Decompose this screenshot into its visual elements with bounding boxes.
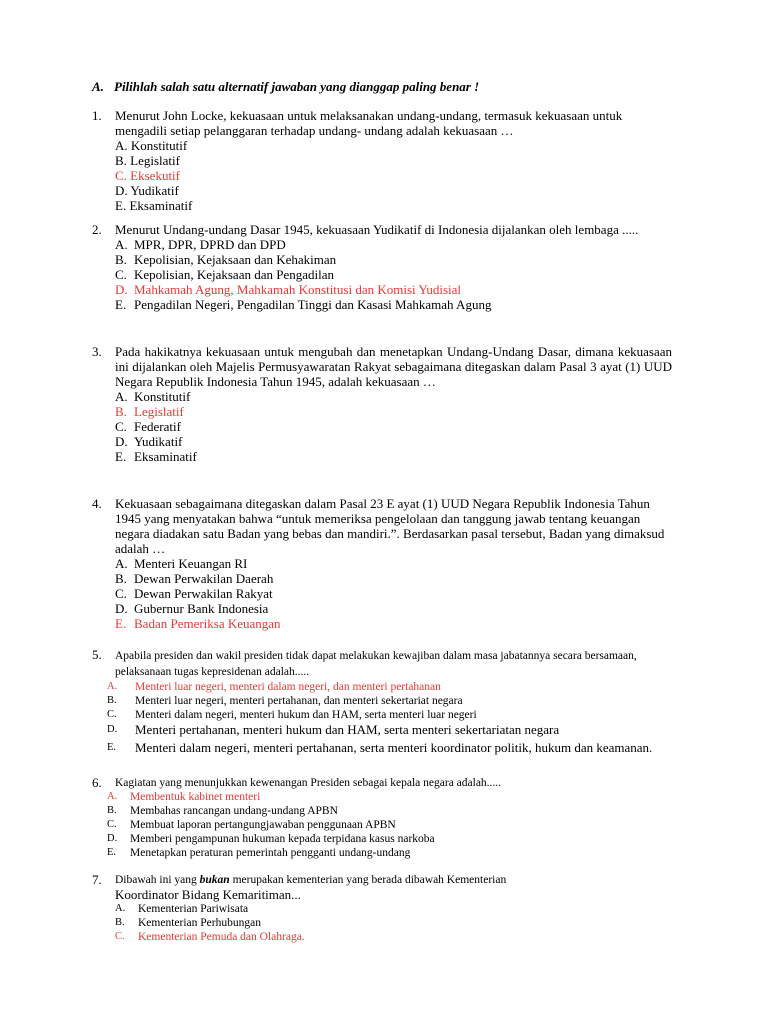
option-e: [115, 198, 672, 213]
option-letter: A.: [107, 681, 118, 692]
question-4: [92, 496, 672, 631]
question-number: 2.: [92, 222, 102, 237]
option-text: Eksekutif: [130, 168, 180, 183]
option-letter: E.: [115, 616, 127, 631]
option-e: [115, 297, 672, 312]
question-number: 3.: [92, 344, 102, 359]
question-number: 7.: [92, 872, 102, 887]
option-text: Dewan Perwakilan Rakyat: [134, 586, 273, 601]
option-e: [92, 846, 672, 860]
question-text: Apabila presiden dan wakil presiden tidak dapat melakukan kewajiban dalam masa jabatannya secara bersamaan, pelaksanaan tugas kepresidenan adalah.....: [115, 650, 637, 678]
option-c-correct: [115, 168, 672, 183]
question-3: [92, 344, 672, 464]
option-letter: A.: [115, 389, 128, 404]
question-7: [92, 873, 672, 944]
option-text: Yudikatif: [134, 434, 183, 449]
question-number: 6.: [92, 775, 102, 790]
option-text: Menteri luar negeri, menteri dalam negeri, dan menteri pertahanan: [135, 681, 441, 693]
question-text-line2: Koordinator Bidang Kemaritiman...: [115, 887, 301, 902]
option-e-correct: [115, 616, 672, 631]
question-text: Pada hakikatnya kekuasaan untuk mengubah dan menetapkan Undang-Undang Dasar, dimana kekuasaan ini dijalankan oleh Majelis Permusyawaratan Rakyat sebagaimana ditegaskan dalam Pasal 3 ayat (1) UUD Negara Republik Indonesia Tahun 1945, adalah kekuasaan …: [115, 344, 672, 389]
section-heading: [92, 79, 479, 95]
option-letter: D.: [115, 282, 128, 297]
option-letter: A.: [115, 556, 128, 571]
option-letter: A.: [115, 138, 128, 153]
option-b: [115, 153, 672, 168]
option-letter: D.: [115, 434, 128, 449]
question-emphasis: bukan: [199, 874, 230, 886]
option-d-correct: [115, 282, 672, 297]
question-number: 1.: [92, 108, 102, 123]
option-b: [115, 571, 672, 586]
option-c-correct: [92, 930, 672, 944]
option-a: [92, 902, 672, 916]
option-letter: B.: [107, 695, 117, 706]
option-text: Badan Pemeriksa Keuangan: [134, 616, 281, 631]
option-text: Membentuk kabinet menteri: [130, 791, 261, 803]
option-letter: D.: [115, 183, 128, 198]
option-text: Eksaminatif: [134, 449, 197, 464]
option-text: Menteri Keuangan RI: [134, 556, 248, 571]
option-text: Konstitutif: [134, 389, 191, 404]
question-5: [92, 648, 672, 755]
option-c: [92, 818, 672, 832]
option-text: Mahkamah Agung, Mahkamah Konstitusi dan Komisi Yudisial: [134, 282, 462, 297]
option-d: [115, 183, 672, 198]
option-text: Dewan Perwakilan Daerah: [134, 571, 274, 586]
option-letter: B.: [107, 805, 117, 816]
option-text: Konstitutif: [130, 138, 188, 153]
section-instruction: Pilihlah salah satu alternatif jawaban yang dianggap paling benar !: [114, 79, 480, 94]
question-6: [92, 776, 672, 860]
option-text: MPR, DPR, DPRD dan DPD: [134, 237, 286, 252]
option-letter: E.: [115, 449, 127, 464]
option-letter: B.: [115, 571, 127, 586]
option-letter: A.: [115, 237, 128, 252]
option-text: Menteri luar negeri, menteri pertahanan, dan menteri sekertariat negara: [135, 695, 463, 707]
option-text: Kementerian Pariwisata: [138, 903, 249, 915]
option-text: Kementerian Pemuda dan Olahraga.: [138, 931, 305, 943]
option-a-correct: [92, 680, 672, 694]
option-letter: C.: [107, 819, 117, 830]
option-letter: C.: [115, 168, 127, 183]
option-d: [115, 601, 672, 616]
option-text: Legislatif: [130, 153, 180, 168]
question-text-part: merupakan kementerian yang berada dibawah Kementerian: [229, 874, 507, 886]
option-text: Kepolisian, Kejaksaan dan Kehakiman: [134, 252, 337, 267]
option-a: [115, 138, 672, 153]
option-letter: E.: [107, 847, 117, 858]
option-text: Kepolisian, Kejaksaan dan Pengadilan: [134, 267, 334, 282]
option-text: Menteri dalam negeri, menteri pertahanan, serta menteri koordinator politik, hukum dan keamanan.: [135, 740, 653, 755]
option-c: [115, 586, 672, 601]
section-label: A.: [92, 79, 104, 94]
option-letter: C.: [115, 931, 125, 942]
option-letter: B.: [115, 252, 127, 267]
option-text: Menetapkan peraturan pemerintah pengganti undang-undang: [130, 847, 411, 859]
question-text-part: Dibawah ini yang: [115, 874, 200, 886]
option-letter: D.: [107, 724, 118, 735]
question-text: [115, 873, 672, 887]
option-letter: C.: [115, 267, 127, 282]
option-text: Pengadilan Negeri, Pengadilan Tinggi dan Kasasi Mahkamah Agung: [134, 297, 492, 312]
option-b: [92, 694, 672, 708]
option-e: [92, 740, 655, 755]
option-c: [92, 708, 672, 722]
option-letter: C.: [115, 419, 127, 434]
question-1: [92, 108, 672, 213]
option-letter: B.: [115, 917, 125, 928]
option-text: Kementerian Perhubungan: [138, 917, 261, 929]
option-letter: B.: [115, 404, 127, 419]
option-d: [92, 832, 672, 846]
option-a: [115, 389, 672, 404]
option-text: Federatif: [134, 419, 181, 434]
option-a-correct: [92, 790, 672, 804]
option-c: [115, 419, 672, 434]
option-text: Gubernur Bank Indonesia: [134, 601, 269, 616]
option-text: Membahas rancangan undang-undang APBN: [130, 805, 338, 817]
option-b: [92, 804, 672, 818]
option-text: Yudikatif: [130, 183, 179, 198]
option-b: [115, 252, 672, 267]
option-text: Legislatif: [134, 404, 184, 419]
question-text: Kekuasaan sebagaimana ditegaskan dalam Pasal 23 E ayat (1) UUD Negara Republik Indonesia Tahun 1945 yang menyatakan bahwa “untuk memeriksa pengelolaan dan tanggung jawab tentang keuangan negara diadakan satu Badan yang bebas dan mandiri.”. Berdasarkan pasal tersebut, Badan yang dimaksud adalah …: [115, 496, 665, 556]
option-b: [92, 916, 672, 930]
question-number: 4.: [92, 496, 102, 511]
option-d: [115, 434, 672, 449]
option-text: Memberi pengampunan hukuman kepada terpidana kasus narkoba: [130, 833, 435, 845]
question-text: Menurut John Locke, kekuasaan untuk melaksanakan undang-undang, termasuk kekuasaan untuk mengadili setiap pelanggaran terhadap undang- undang adalah kekuasaan …: [115, 108, 623, 138]
question-text: Menurut Undang-undang Dasar 1945, kekuasaan Yudikatif di Indonesia dijalankan oleh lembaga .....: [115, 222, 639, 237]
question-text: Kagiatan yang menunjukkan kewenangan Presiden sebagai kepala negara adalah.....: [115, 777, 502, 789]
question-2: [92, 222, 672, 312]
option-letter: E.: [115, 297, 127, 312]
option-letter: D.: [107, 833, 118, 844]
option-a: [115, 556, 672, 571]
option-d: [92, 722, 655, 737]
option-letter: A.: [115, 903, 126, 914]
option-c: [115, 267, 672, 282]
option-letter: E.: [115, 198, 127, 213]
option-letter: C.: [107, 709, 117, 720]
option-letter: C.: [115, 586, 127, 601]
option-letter: D.: [115, 601, 128, 616]
question-number: 5.: [92, 647, 102, 662]
option-e: [115, 449, 672, 464]
option-text: Membuat laporan pertangungjawaban penggunaan APBN: [130, 819, 396, 831]
option-text: Menteri dalam negeri, menteri hukum dan HAM, serta menteri luar negeri: [135, 709, 477, 721]
option-letter: B.: [115, 153, 127, 168]
option-letter: A.: [107, 791, 118, 802]
option-a: [115, 237, 672, 252]
option-letter: E.: [107, 742, 117, 753]
option-text: Menteri pertahanan, menteri hukum dan HAM, serta menteri sekertariatan negara: [135, 722, 560, 737]
option-text: Eksaminatif: [129, 198, 193, 213]
option-b-correct: [115, 404, 672, 419]
